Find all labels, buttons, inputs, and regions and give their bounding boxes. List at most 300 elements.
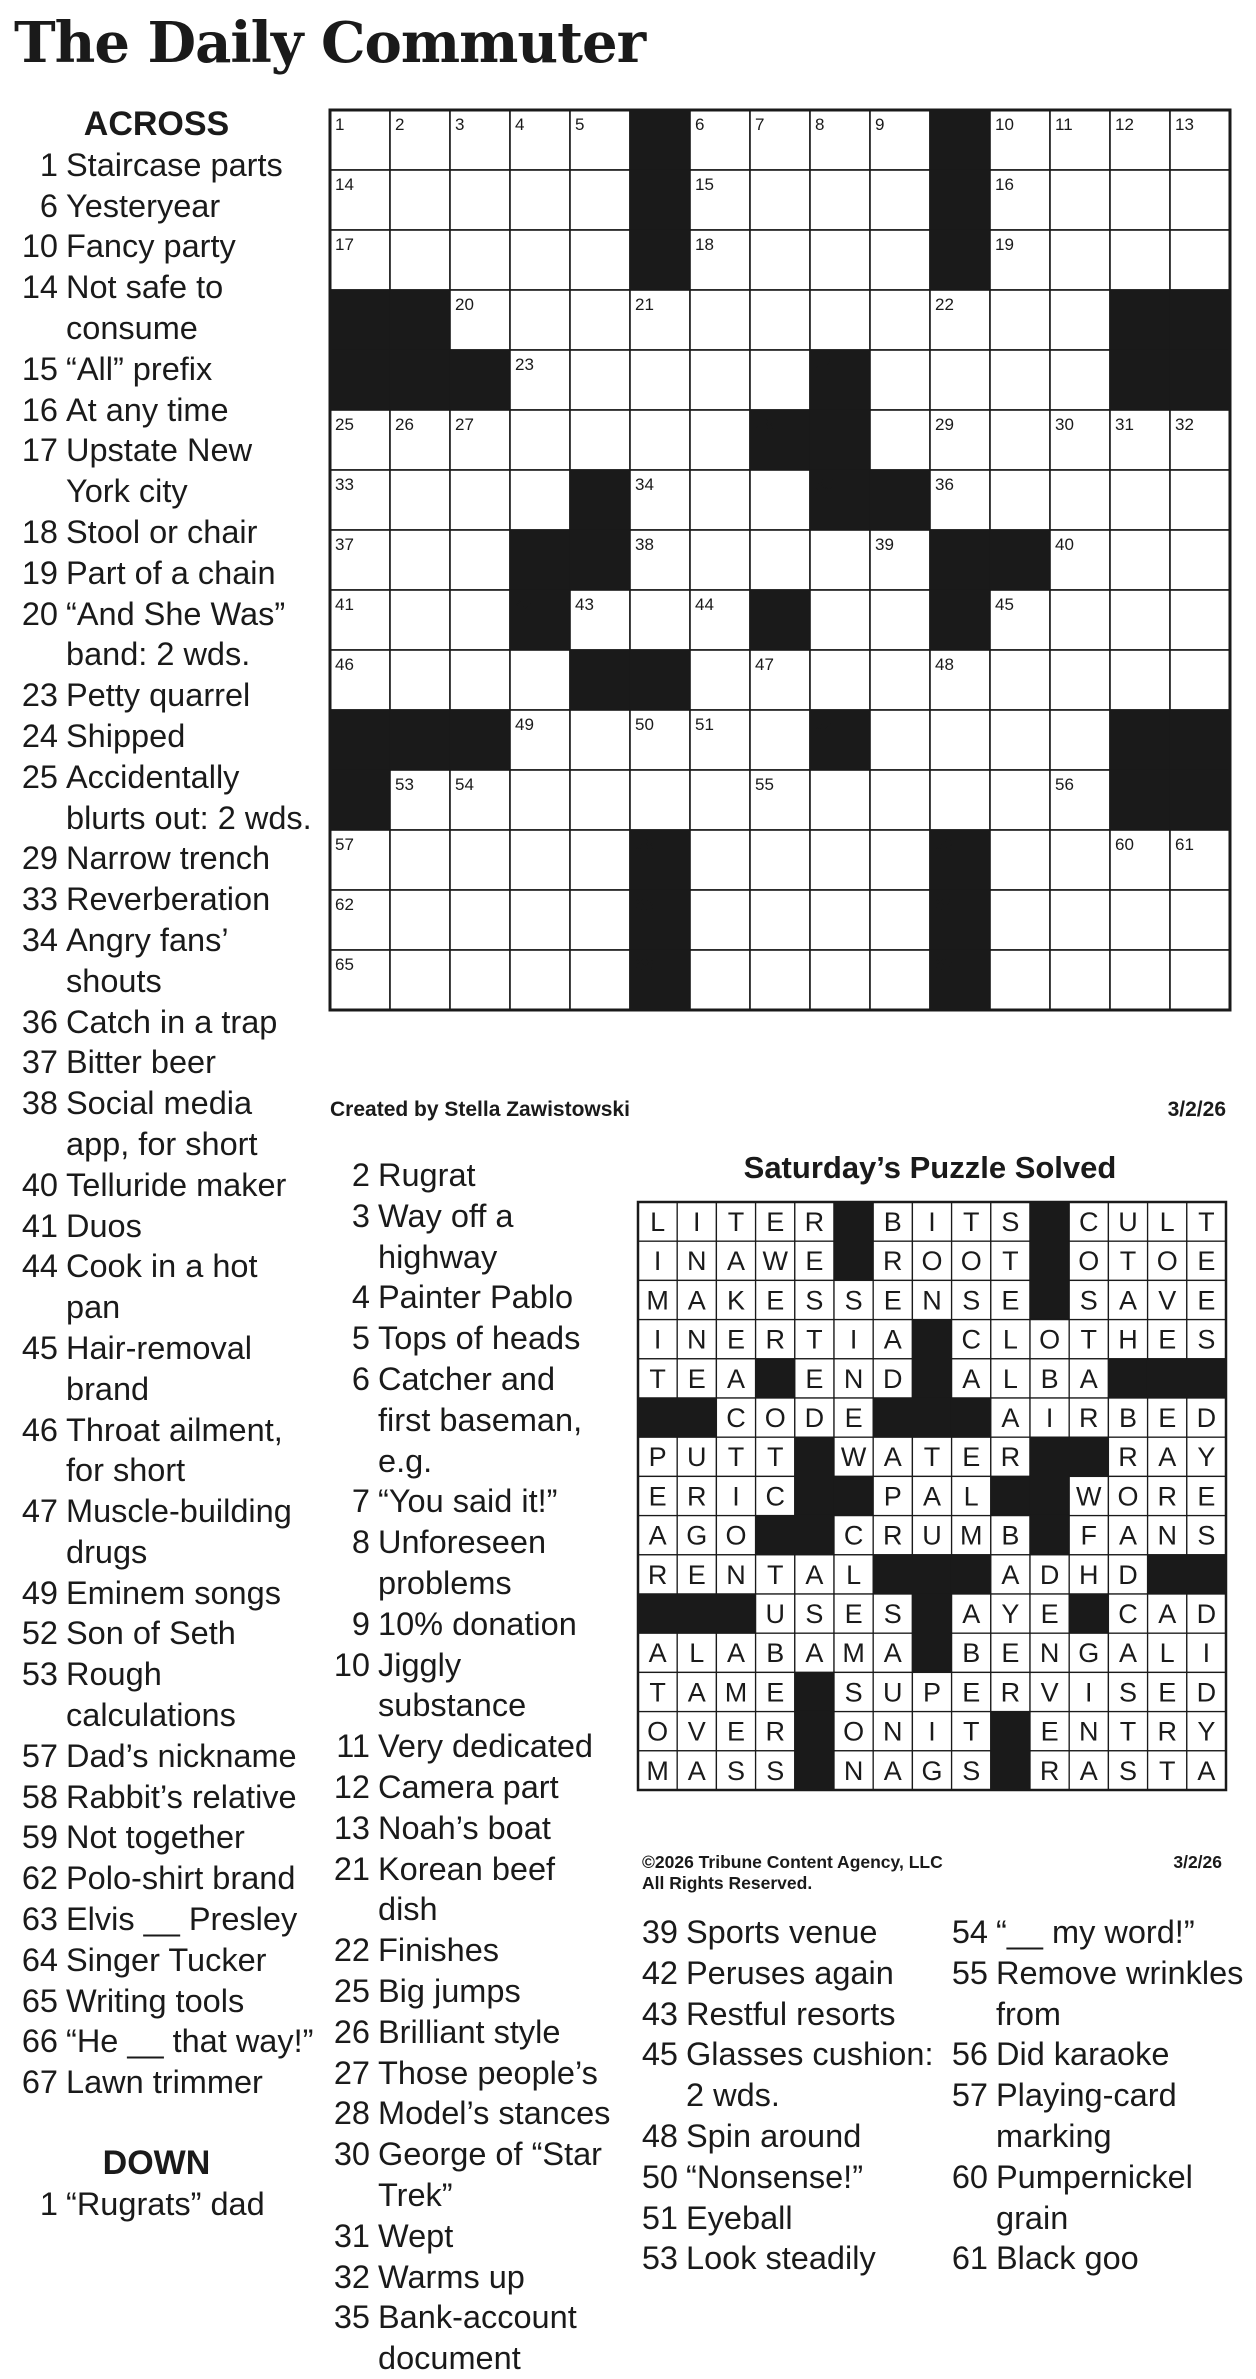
solved-letter: R [1118, 1442, 1138, 1473]
clue-text: “__ my word!” [996, 1914, 1195, 1950]
grid-cell[interactable] [990, 770, 1050, 830]
grid-cell[interactable] [1170, 530, 1230, 590]
clue-number: 40 [21, 1166, 58, 1203]
grid-cell[interactable] [390, 890, 450, 950]
solved-letter: D [1196, 1599, 1217, 1630]
cell-number: 24 [815, 355, 834, 374]
grid-cell[interactable] [750, 950, 810, 1010]
solved-letter: E [1158, 1677, 1177, 1708]
black-square [330, 350, 390, 410]
clue-text: Elvis __ Presley [66, 1901, 298, 1938]
grid-cell[interactable] [1110, 650, 1170, 710]
grid-cell[interactable] [510, 290, 570, 350]
grid-cell[interactable] [510, 890, 570, 950]
solved-letter: T [962, 1207, 980, 1238]
cell-number: 34 [635, 475, 654, 494]
solved-black-square [795, 1476, 834, 1515]
clue-across-47 [14, 1491, 314, 1573]
solved-letter: M [842, 1638, 865, 1669]
grid-cell[interactable] [630, 770, 690, 830]
grid-cell[interactable] [510, 410, 570, 470]
solved-black-square [912, 1633, 951, 1672]
grid-cell[interactable] [1110, 230, 1170, 290]
solved-letter: D [1196, 1677, 1217, 1708]
black-square [570, 530, 630, 590]
grid-cell[interactable] [510, 230, 570, 290]
clue-number: 20 [21, 595, 58, 632]
solved-letter: E [1001, 1638, 1020, 1669]
clue-number: 62 [21, 1860, 58, 1897]
clue-text: Sports venue [686, 1914, 878, 1950]
down-heading: DOWN [102, 2144, 211, 2183]
solved-letter: R [765, 1324, 785, 1355]
grid-cell[interactable] [870, 290, 930, 350]
cell-number: 56 [1055, 775, 1074, 794]
solved-letter: C [765, 1481, 785, 1512]
clue-text: Stool or chair [66, 513, 258, 550]
clue-text: Shipped [66, 717, 186, 754]
solved-black-square [677, 1398, 716, 1437]
grid-cell[interactable] [990, 830, 1050, 890]
grid-cell[interactable] [1110, 950, 1170, 1010]
solved-letter: K [726, 1285, 746, 1316]
grid-cell[interactable] [1050, 230, 1110, 290]
clue-text: Way off a highway [378, 1197, 514, 1275]
clue-number: 35 [333, 2299, 370, 2336]
clue-text: Painter Pablo [378, 1279, 574, 1316]
cell-number: 12 [1115, 115, 1134, 134]
solved-letter: E [1197, 1481, 1216, 1512]
grid-cell[interactable] [1170, 950, 1230, 1010]
grid-cell[interactable] [570, 890, 630, 950]
solved-black-square [1187, 1555, 1226, 1594]
solved-letter: R [687, 1481, 707, 1512]
cell-number: 63 [635, 895, 654, 914]
cell-number: 1 [335, 115, 345, 134]
solved-black-square [1030, 1516, 1069, 1555]
grid-cell[interactable] [870, 410, 930, 470]
solved-letter: E [844, 1599, 863, 1630]
clue-across-64 [14, 1940, 314, 1981]
grid-cell[interactable] [990, 290, 1050, 350]
grid-cell[interactable] [930, 350, 990, 410]
grid-cell[interactable] [750, 710, 810, 770]
grid-cell[interactable] [450, 470, 510, 530]
grid-cell[interactable] [570, 350, 630, 410]
grid-cell[interactable] [870, 350, 930, 410]
black-square [450, 710, 510, 770]
solved-letter: O [960, 1246, 982, 1277]
grid-cell[interactable] [690, 350, 750, 410]
grid-cell[interactable] [990, 890, 1050, 950]
grid-cell[interactable] [810, 650, 870, 710]
grid-cell[interactable] [570, 170, 630, 230]
grid-cell[interactable] [1110, 590, 1170, 650]
clue-text: “You said it!” [378, 1483, 558, 1520]
solved-letter: S [766, 1755, 785, 1786]
cell-number: 52 [815, 715, 834, 734]
grid-cell[interactable] [990, 950, 1050, 1010]
clue-number: 33 [21, 881, 58, 918]
grid-cell[interactable] [1050, 950, 1110, 1010]
clue-text: Upstate New York city [66, 432, 253, 510]
cell-number: 54 [455, 775, 474, 794]
black-square [390, 350, 450, 410]
clue-across-20 [14, 594, 314, 676]
clue-number: 31 [333, 2217, 370, 2254]
solved-letter: M [646, 1285, 669, 1316]
grid-cell[interactable] [510, 650, 570, 710]
grid-cell[interactable] [810, 290, 870, 350]
solved-letter: W [1076, 1481, 1102, 1512]
clue-across-17 [14, 430, 314, 512]
clue-down-col2-22 [326, 1930, 616, 1971]
grid-cell[interactable] [1170, 890, 1230, 950]
grid-cell[interactable] [870, 830, 930, 890]
grid-cell[interactable] [1110, 170, 1170, 230]
solved-black-square [834, 1476, 873, 1515]
black-square [810, 410, 870, 470]
grid-cell[interactable] [930, 710, 990, 770]
cell-number: 35 [815, 475, 834, 494]
clue-across-65 [14, 1981, 314, 2022]
solved-letter: V [1040, 1677, 1059, 1708]
grid-cell[interactable] [1110, 890, 1170, 950]
grid-cell[interactable] [750, 170, 810, 230]
black-square [330, 770, 390, 830]
solved-letter: A [1118, 1520, 1138, 1551]
cell-number: 40 [1055, 535, 1074, 554]
grid-cell[interactable] [510, 830, 570, 890]
solved-letter: D [883, 1363, 903, 1394]
grid-cell[interactable] [390, 530, 450, 590]
grid-cell[interactable] [1170, 170, 1230, 230]
solved-black-square [638, 1594, 677, 1633]
solved-letter: B [1001, 1520, 1020, 1551]
clue-across-41 [14, 1206, 314, 1247]
grid-cell[interactable] [690, 770, 750, 830]
grid-cell[interactable] [990, 350, 1050, 410]
black-square [1110, 350, 1170, 410]
clue-text: Yesteryear [66, 187, 221, 224]
solved-letter: T [1119, 1716, 1137, 1747]
clue-down-col2-35 [326, 2297, 616, 2379]
solved-letter: S [1197, 1324, 1216, 1355]
clue-across-37 [14, 1042, 314, 1083]
clue-number: 10 [333, 1646, 370, 1683]
grid-cell[interactable] [690, 410, 750, 470]
grid-cell[interactable] [450, 650, 510, 710]
grid-cell[interactable] [390, 470, 450, 530]
clue-text: Wept [378, 2217, 454, 2254]
grid-cell[interactable] [810, 170, 870, 230]
grid-cell[interactable] [570, 410, 630, 470]
grid-cell[interactable] [1050, 590, 1110, 650]
grid-cell[interactable] [1050, 710, 1110, 770]
clue-down-col4-56 [944, 2034, 1244, 2075]
grid-cell[interactable] [690, 950, 750, 1010]
solved-letter: E [1158, 1403, 1177, 1434]
solved-letter: I [1045, 1403, 1054, 1434]
clue-text: Model’s stances [378, 2095, 611, 2132]
grid-cell[interactable] [390, 830, 450, 890]
solved-letter: C [961, 1324, 981, 1355]
clue-text: Polo-shirt brand [66, 1860, 296, 1897]
solved-letter: P [883, 1481, 902, 1512]
cell-number: 33 [335, 475, 354, 494]
clue-number: 57 [951, 2077, 988, 2114]
cell-number: 39 [875, 535, 894, 554]
solved-letter: T [727, 1207, 745, 1238]
solved-letter: D [1039, 1559, 1060, 1590]
grid-cell[interactable] [810, 530, 870, 590]
grid-cell[interactable] [450, 170, 510, 230]
solved-letter: R [804, 1207, 825, 1238]
grid-cell[interactable] [690, 890, 750, 950]
solved-letter: L [650, 1207, 666, 1238]
solved-letter: A [883, 1324, 902, 1355]
clue-across-19 [14, 553, 314, 594]
cell-number: 9 [875, 115, 885, 134]
solved-letter: E [1040, 1716, 1059, 1747]
solved-letter: E [766, 1207, 785, 1238]
grid-cell[interactable] [870, 650, 930, 710]
clue-across-63 [14, 1899, 314, 1940]
black-square [450, 350, 510, 410]
grid-cell[interactable] [690, 290, 750, 350]
grid-cell[interactable] [510, 950, 570, 1010]
grid-cell[interactable] [1050, 350, 1110, 410]
clue-text: Eyeball [686, 2199, 793, 2236]
grid-cell[interactable] [570, 290, 630, 350]
solved-letter: T [806, 1324, 823, 1355]
grid-cell[interactable] [390, 650, 450, 710]
grid-cell[interactable] [750, 530, 810, 590]
grid-cell[interactable] [1050, 890, 1110, 950]
cell-number: 3 [455, 115, 465, 134]
copyright-line-1: ©2026 Tribune Content Agency, LLC [642, 1852, 943, 1872]
clue-number: 54 [951, 1914, 988, 1950]
solved-black-square [1187, 1359, 1226, 1398]
clue-number: 13 [333, 1809, 370, 1846]
clue-text: Duos [66, 1207, 142, 1244]
clue-down-col2-13 [326, 1808, 616, 1849]
black-square [930, 230, 990, 290]
clue-number: 48 [641, 2117, 678, 2154]
grid-cell[interactable] [1110, 470, 1170, 530]
grid-cell[interactable] [1050, 830, 1110, 890]
clue-down-col3-48 [634, 2116, 934, 2157]
grid-cell[interactable] [1170, 230, 1230, 290]
clue-number: 59 [21, 1819, 58, 1856]
grid-cell[interactable] [870, 230, 930, 290]
solved-black-square [834, 1202, 873, 1241]
crossword-grid[interactable] [328, 108, 1232, 1012]
grid-cell[interactable] [570, 770, 630, 830]
clue-text: Lawn trimmer [66, 2064, 263, 2101]
grid-cell[interactable] [690, 530, 750, 590]
grid-cell[interactable] [870, 890, 930, 950]
clue-number: 8 [351, 1524, 370, 1561]
grid-cell[interactable] [390, 230, 450, 290]
clue-down-col2-2 [326, 1155, 616, 1196]
solved-letter: T [766, 1442, 784, 1473]
clue-number: 7 [351, 1483, 370, 1520]
clue-down-col2-21 [326, 1849, 616, 1931]
clue-number: 63 [21, 1901, 58, 1938]
grid-cell[interactable] [390, 950, 450, 1010]
cell-number: 31 [1115, 415, 1134, 434]
clue-text: Did karaoke [996, 2036, 1170, 2073]
grid-cell[interactable] [810, 890, 870, 950]
grid-cell[interactable] [390, 590, 450, 650]
grid-cell[interactable] [750, 830, 810, 890]
clue-text: Hair-removal brand [66, 1329, 253, 1407]
grid-cell[interactable] [450, 830, 510, 890]
solved-letter: U [687, 1442, 707, 1473]
grid-cell[interactable] [990, 410, 1050, 470]
solved-black-square [873, 1555, 912, 1594]
clue-down-col3-51 [634, 2198, 934, 2239]
solved-letter: E [687, 1363, 706, 1394]
grid-cell[interactable] [570, 950, 630, 1010]
grid-cell[interactable] [630, 410, 690, 470]
grid-cell[interactable] [1170, 470, 1230, 530]
solved-letter: E [766, 1677, 785, 1708]
grid-cell[interactable] [810, 230, 870, 290]
grid-cell[interactable] [870, 710, 930, 770]
black-square [930, 530, 990, 590]
grid-cell[interactable] [450, 890, 510, 950]
black-square [930, 170, 990, 230]
grid-cell[interactable] [690, 830, 750, 890]
solved-letter: B [883, 1207, 902, 1238]
grid-cell[interactable] [990, 710, 1050, 770]
solved-letter: L [963, 1481, 979, 1512]
grid-cell[interactable] [630, 590, 690, 650]
grid-cell[interactable] [930, 770, 990, 830]
grid-cell[interactable] [630, 350, 690, 410]
solved-letter: E [962, 1442, 981, 1473]
grid-cell[interactable] [810, 830, 870, 890]
grid-cell[interactable] [1050, 470, 1110, 530]
grid-cell[interactable] [810, 770, 870, 830]
grid-cell[interactable] [1050, 170, 1110, 230]
grid-cell[interactable] [990, 470, 1050, 530]
grid-cell[interactable] [1110, 530, 1170, 590]
grid-cell[interactable] [750, 890, 810, 950]
grid-cell[interactable] [570, 710, 630, 770]
clue-number: 50 [641, 2158, 678, 2195]
grid-cell[interactable] [510, 770, 570, 830]
solved-black-square [756, 1359, 795, 1398]
grid-cell[interactable] [510, 170, 570, 230]
grid-cell[interactable] [570, 230, 630, 290]
clue-text: Part of a chain [66, 554, 276, 591]
solved-letter: I [653, 1246, 662, 1277]
grid-cell[interactable] [810, 590, 870, 650]
cell-number: 29 [935, 415, 954, 434]
grid-cell[interactable] [990, 650, 1050, 710]
grid-cell[interactable] [750, 470, 810, 530]
grid-cell[interactable] [690, 470, 750, 530]
cell-number: 22 [935, 295, 954, 314]
solved-letter: I [693, 1207, 701, 1238]
grid-cell[interactable] [750, 230, 810, 290]
clue-down-col3-50 [634, 2157, 934, 2198]
solved-letter: L [689, 1638, 705, 1669]
clue-down-col3-45 [634, 2034, 934, 2116]
solved-letter: B [962, 1638, 981, 1669]
down-clue-list-3 [634, 1912, 934, 2279]
solved-black-square [1069, 1437, 1108, 1476]
clue-text: Writing tools [66, 1982, 245, 2019]
grid-cell[interactable] [870, 170, 930, 230]
solved-letter: H [1079, 1559, 1099, 1590]
grid-cell[interactable] [1050, 290, 1110, 350]
grid-cell[interactable] [1170, 590, 1230, 650]
grid-svg[interactable] [328, 108, 1232, 1012]
solved-letter: P [922, 1677, 942, 1708]
clue-text: Warms up [378, 2258, 525, 2295]
clue-text: Son of Seth [66, 1615, 236, 1652]
solved-letter: U [765, 1599, 785, 1630]
black-square [870, 470, 930, 530]
cell-number: 43 [575, 595, 594, 614]
clue-text: “Rugrats” dad [66, 2185, 265, 2222]
solved-black-square [991, 1751, 1030, 1790]
grid-cell[interactable] [450, 950, 510, 1010]
clue-text: Not safe to consume [66, 269, 224, 346]
solved-letter: R [1157, 1481, 1177, 1512]
grid-cell[interactable] [390, 170, 450, 230]
grid-cell[interactable] [1050, 650, 1110, 710]
grid-cell[interactable] [870, 770, 930, 830]
cell-number: 47 [755, 655, 774, 674]
solved-letter: M [724, 1677, 748, 1708]
grid-cell[interactable] [450, 230, 510, 290]
grid-cell[interactable] [570, 830, 630, 890]
solved-letter: A [1158, 1442, 1177, 1473]
across-clue-list [14, 145, 314, 2103]
clue-across-23 [14, 675, 314, 716]
clue-number: 53 [21, 1656, 58, 1693]
grid-cell[interactable] [870, 590, 930, 650]
clue-down-col2-12 [326, 1767, 616, 1808]
clue-down-col3-42 [634, 1953, 934, 1994]
grid-cell[interactable] [750, 290, 810, 350]
solved-black-square [638, 1398, 677, 1437]
solved-letter: U [922, 1520, 942, 1551]
clue-number: 24 [21, 717, 58, 754]
grid-cell[interactable] [450, 530, 510, 590]
grid-cell[interactable] [510, 470, 570, 530]
solved-letter: R [1000, 1677, 1021, 1708]
solved-letter: A [1118, 1638, 1138, 1669]
solved-letter: V [687, 1716, 706, 1747]
grid-cell[interactable] [810, 950, 870, 1010]
grid-cell[interactable] [870, 950, 930, 1010]
cell-number: 11 [1055, 115, 1073, 134]
clue-down-col1-1 [14, 2184, 314, 2225]
grid-cell[interactable] [750, 350, 810, 410]
clue-text: Unforeseen problems [378, 1524, 547, 1601]
clue-text: Bitter beer [66, 1044, 216, 1081]
clue-text: Tops of heads [378, 1320, 581, 1357]
grid-cell[interactable] [690, 650, 750, 710]
grid-cell[interactable] [450, 590, 510, 650]
grid-cell[interactable] [1170, 650, 1230, 710]
